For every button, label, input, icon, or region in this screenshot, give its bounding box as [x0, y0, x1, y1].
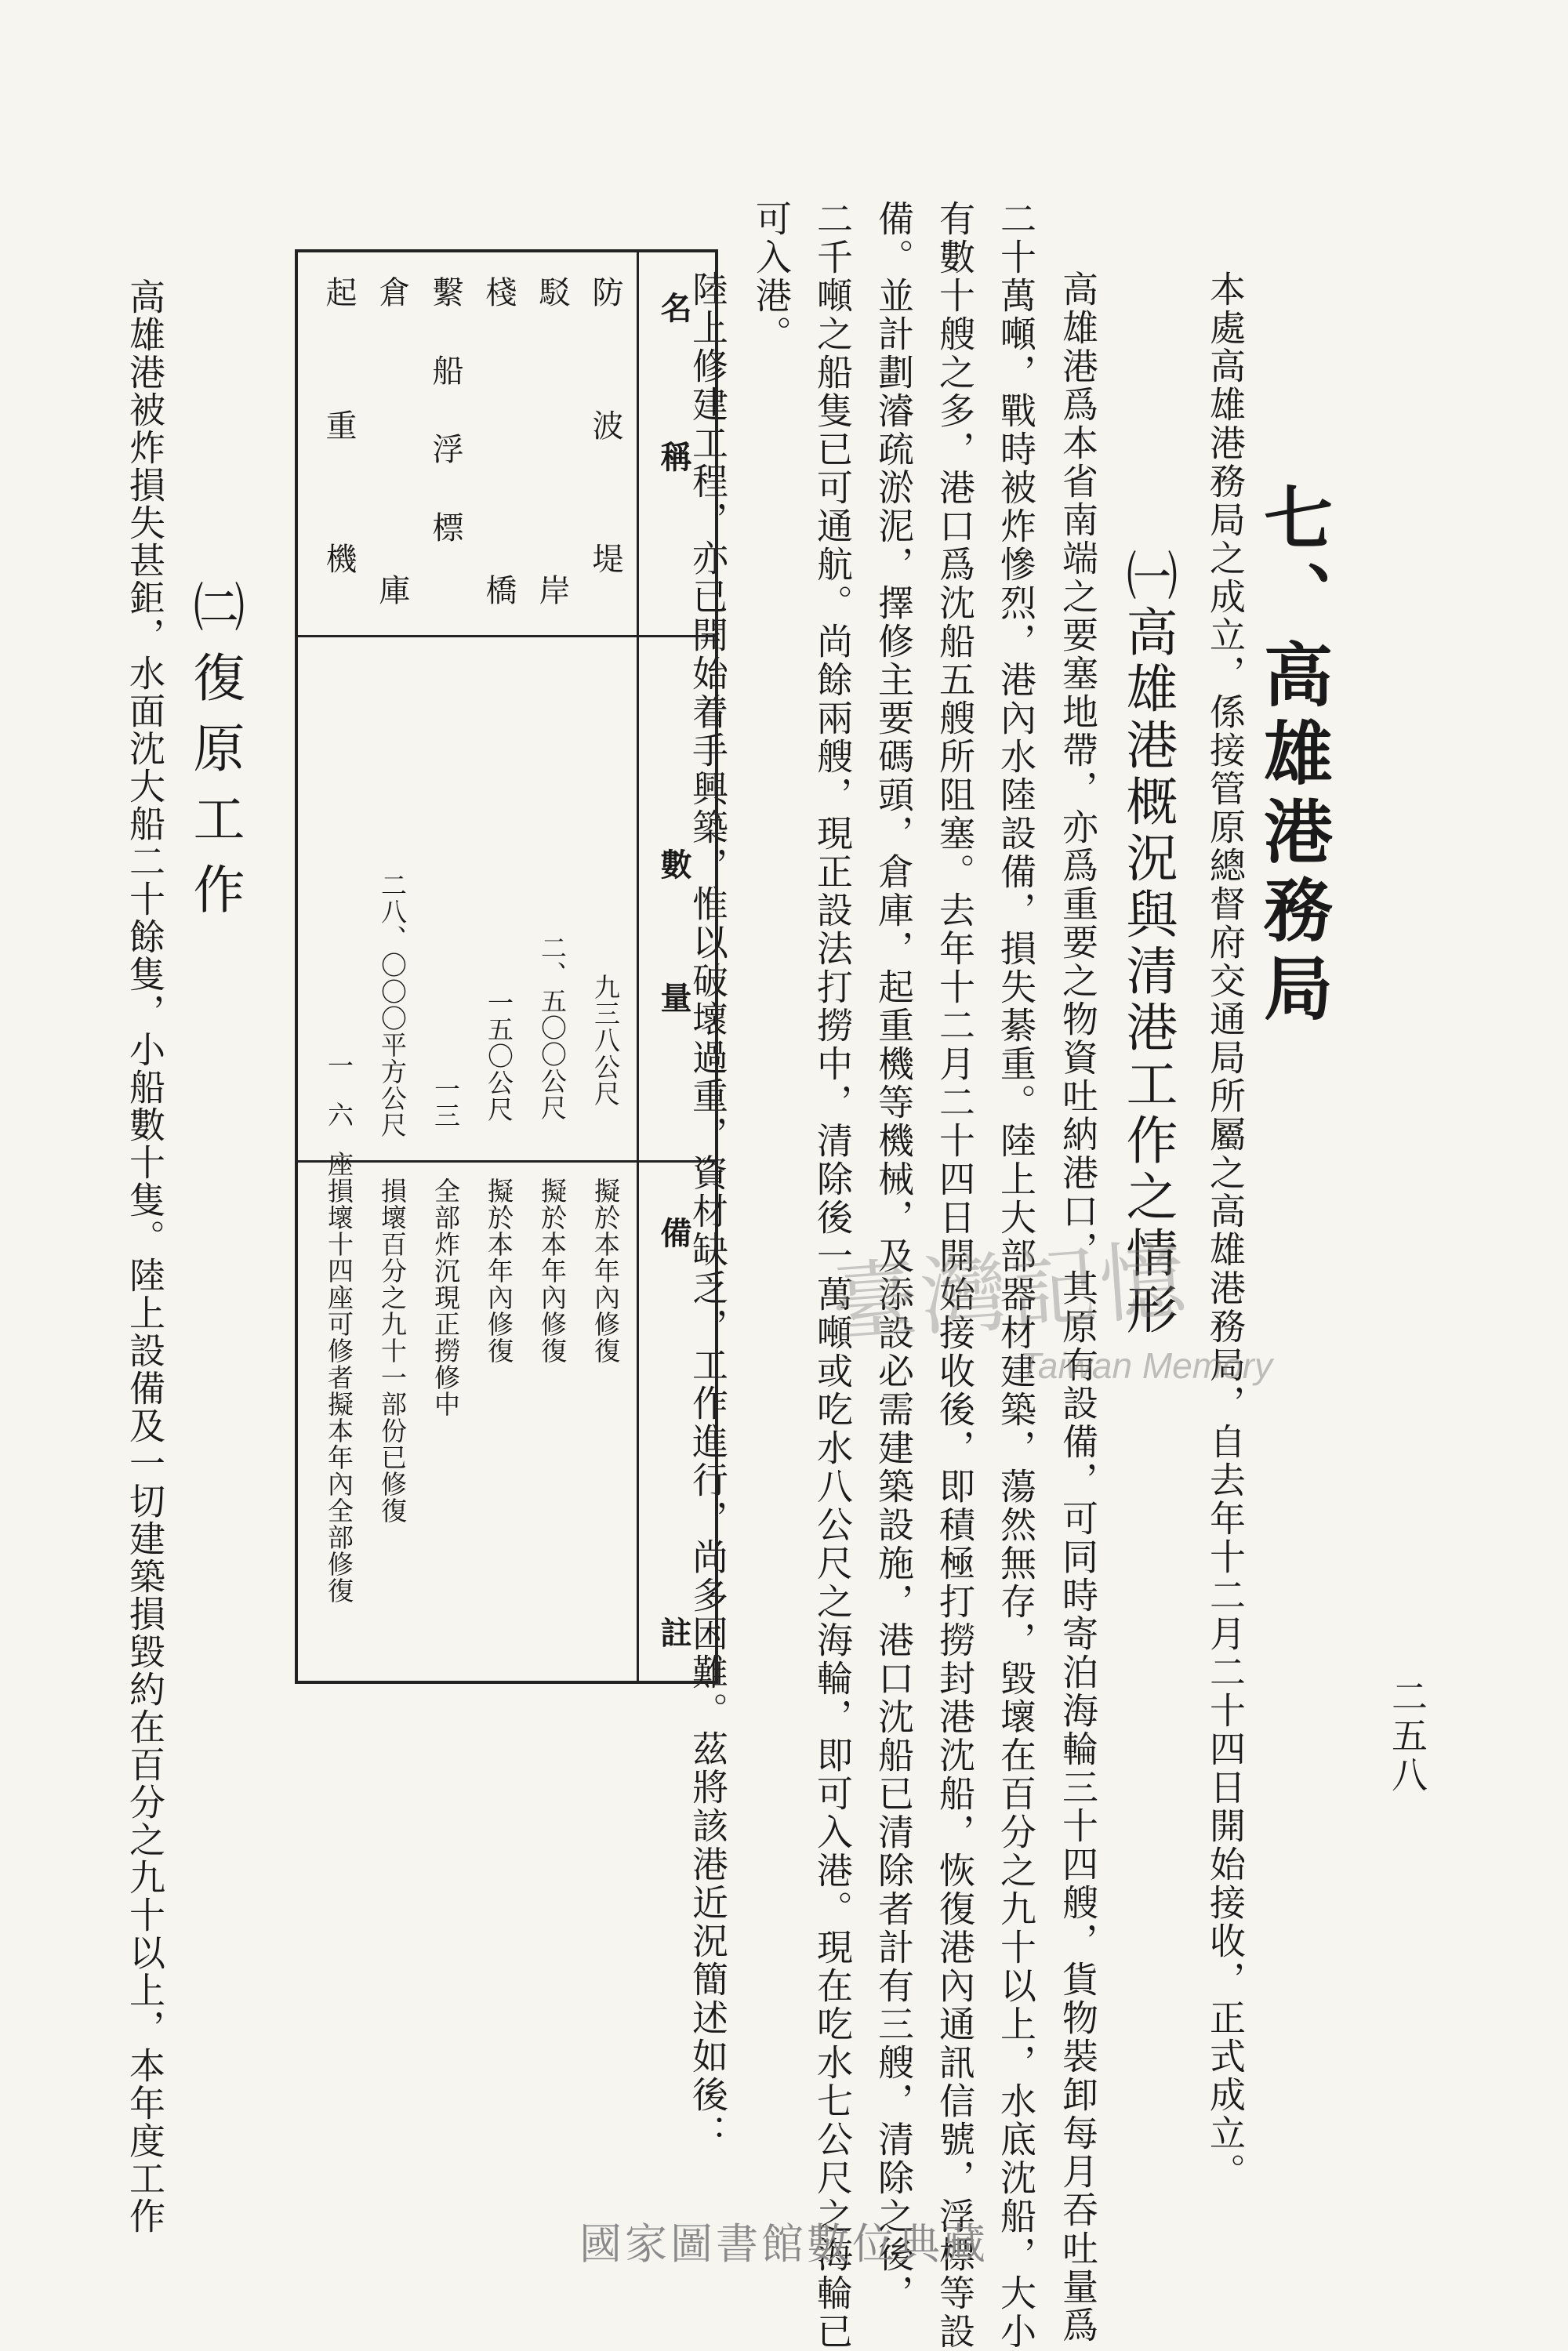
paragraph-line: 可入港。 [750, 200, 793, 354]
table-cell-quantity: 一六座 [324, 1052, 354, 1200]
table-cell-remarks: 損壞十四座可修者擬本年內全部修復 [324, 1177, 354, 1604]
table-cell-remarks: 擬於本年內修復 [537, 1177, 568, 1364]
paragraph-line: 有數十艘之多，港口爲沈船五艘所阻塞。去年十二月二十四日開始接收後，即積極打撈封港沈船，恢復港內通訊信號，浮標等設 [934, 200, 976, 2351]
paragraph-line: 高雄港被炸損失甚鉅，水面沈大船二十餘隻，小船數十隻。陸上設備及一切建築損毀約在百分之九十以上，本年度工作 [124, 278, 166, 2235]
table-cell-name: 繫船浮標 [427, 276, 463, 590]
table-cell-name: 棧橋 [481, 276, 517, 872]
table-cell-remarks: 擬於本年內修復 [590, 1177, 621, 1364]
section-title: 七、高雄港務局 [1253, 482, 1334, 1031]
table-cell-name: 倉庫 [374, 276, 410, 872]
watermark-logo: 臺灣記憶 [828, 1229, 1192, 1355]
page-number: 二五八 [1386, 1678, 1428, 1795]
table-cell-quantity: 二八、〇〇〇平方公尺 [377, 872, 408, 1138]
table-cell-name: 防波堤 [587, 276, 623, 676]
table-cell-remarks: 損壞百分之九十一部份已修復 [377, 1177, 408, 1524]
table-cell-quantity: 二、五〇〇公尺 [537, 934, 568, 1121]
footer-credit: 國家圖書館數位典藏 [579, 2219, 989, 2269]
table-cell-name: 起重機 [321, 276, 357, 676]
paragraph-line: 高雄港爲本省南端之要塞地帶，亦爲重要之物資吐納港口，其原有設備，可同時寄泊海輪三十四艘，貨物裝卸每月吞吐量爲 [1057, 270, 1099, 2345]
paragraph-line: 二千噸之船隻已可通航。尚餘兩艘，現正設法打撈中，清除後一萬噸或吃水八公尺之海輪，即可入港。現在吃水七公尺之海輪已 [811, 200, 854, 2351]
paragraph-line: 二十萬噸，戰時被炸慘烈，港內水陸設備，損失綦重。陸上大部器材建築，蕩然無存，毀壞在百分之九十以上，水底沈船，大小 [995, 200, 1037, 2351]
table-cell-name: 駁岸 [534, 276, 570, 872]
table-cell-quantity: 一五〇公尺 [484, 989, 514, 1123]
watermark-subtitle: Taiwan Memory [1019, 1345, 1272, 1386]
table-cell-quantity: 一三 [430, 1076, 461, 1129]
table-cell-remarks: 擬於本年內修復 [484, 1177, 514, 1364]
ruins-inventory-table [295, 249, 718, 2016]
subsection-heading-1: ㈠高雄港概況與清港工作之情形 [1117, 549, 1178, 1339]
table-header-quantity: 數量 [655, 848, 692, 1115]
table-header-name: 名稱 [655, 292, 692, 590]
paragraph-line: 備。並計劃濬疏淤泥，擇修主要碼頭，倉庫，起重機等機械，及添設必需建築設施，港口沈船已清除者計有三艘，清除之後， [873, 200, 915, 2313]
paragraph-line: 陸上修建工程，亦已開始着手興築，惟以破壞過重，資材缺乏，工作進行，尚多困難。茲將該港近況簡述如後： [687, 270, 729, 2153]
intro-paragraph: 本處高雄港務局之成立，係接管原總督府交通局所屬之高雄港務局，自去年十二月二十四日開始接收，正式成立。 [1204, 270, 1247, 2191]
subsection-heading-2: ㈡復原工作 [184, 580, 245, 933]
table-cell-remarks: 全部炸沉現正撈修中 [430, 1177, 461, 1417]
table-header-remarks: 備註 [655, 1217, 692, 2016]
table-cell-quantity: 九三八公尺 [590, 974, 621, 1107]
